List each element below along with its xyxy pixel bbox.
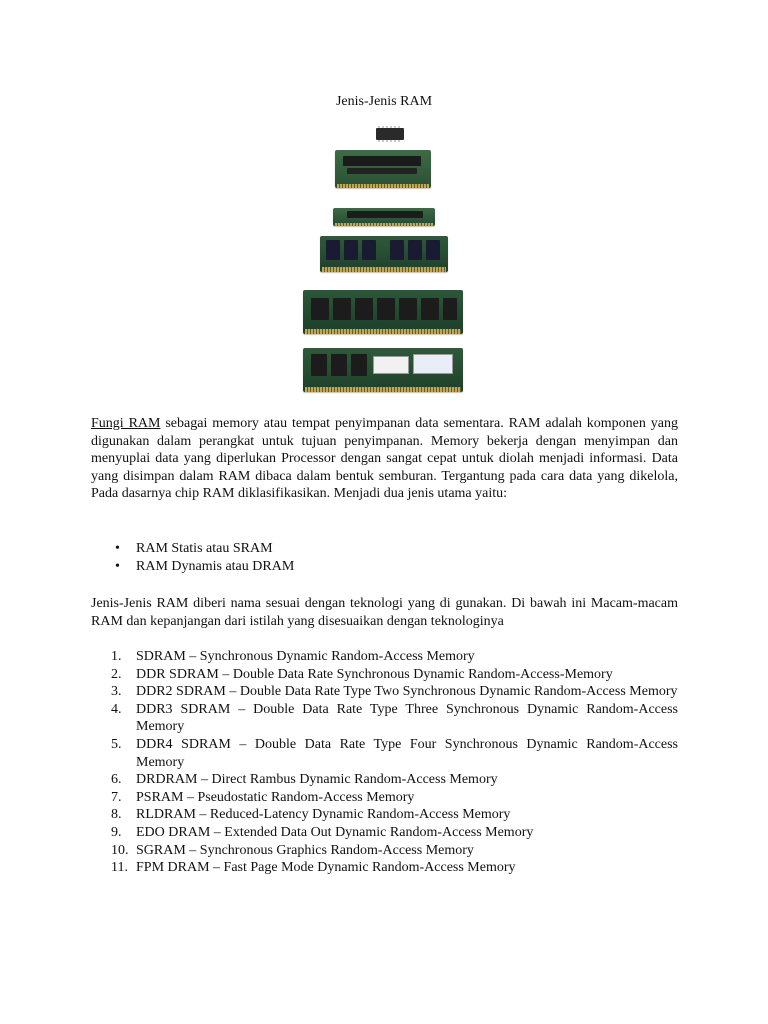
list-item: 4. DDR3 SDRAM – Double Data Rate Type Three Synchronous Dynamic Random-Access Memory: [111, 701, 678, 735]
list-item: 6. DRDRAM – Direct Rambus Dynamic Random-Access Memory: [111, 772, 498, 788]
list-item: 11. FPM DRAM – Fast Page Mode Dynamic Random-Access Memory: [111, 860, 516, 876]
list-item: 1. SDRAM – Synchronous Dynamic Random-Access Memory: [111, 649, 475, 664]
dip-chip-image: [376, 128, 404, 140]
list-item: 2. DDR SDRAM – Double Data Rate Synchronous Dynamic Random-Access-Memory: [111, 666, 613, 682]
list-item: 8. RLDRAM – Reduced-Latency Dynamic Random-Access Memory: [111, 807, 511, 823]
list-item: 7. PSRAM – Pseudostatic Random-Access Memory: [111, 789, 415, 805]
list-item: 5. DDR4 SDRAM – Double Data Rate Type Four Synchronous Dynamic Random-Access Memory: [111, 736, 678, 770]
intro-text: sebagai memory atau tempat penyimpanan data sementara. RAM adalah komponen yang digunakan dalam perangkat untuk tujuan penyimpanan. Memory bekerja dengan menyimpan dan menyuplai data yang diperlukan Processor dengan sangat cepat untuk diolah menjadi informasi. Data yang disimpan dalam RAM dibaca dalam bentuk semburan. Tergantung pada cara data yang dikelola, Pada dasarnya chip RAM diklasifikasikan. Menjadi dua jenis utama yaitu:: [91, 416, 678, 502]
ram-module-ddr-image: [303, 290, 463, 334]
ram-module-simm-small-image: [333, 208, 435, 226]
page-title: Jenis-Jenis RAM: [335, 94, 433, 109]
second-paragraph: Jenis-Jenis RAM diberi nama sesuai dengan teknologi yang di gunakan. Di bawah ini Macam-macam RAM dan kepanjangan dari istilah yang disesuaikan dengan teknologinya: [91, 596, 678, 629]
list-item: • RAM Dynamis atau DRAM: [91, 558, 678, 576]
ram-type-bullets: [91, 540, 678, 575]
ram-numbered-list: [91, 648, 678, 877]
ram-module-dimm-labeled-image: [303, 348, 463, 392]
ram-module-sdram-image: [320, 236, 448, 272]
ram-module-simm30-image: [335, 150, 431, 188]
ram-modules-illustration: [0, 0, 768, 400]
list-item: 9. EDO DRAM – Extended Data Out Dynamic Random-Access Memory: [111, 824, 534, 840]
list-item: 10. SGRAM – Synchronous Graphics Random-Access Memory: [111, 842, 474, 858]
list-item: • RAM Statis atau SRAM: [91, 540, 678, 558]
list-item: 3. DDR2 SDRAM – Double Data Rate Type Two Synchronous Dynamic Random-Access Memory: [111, 684, 678, 700]
intro-paragraph: [91, 415, 678, 503]
intro-lead-link: Fungi RAM: [91, 416, 161, 431]
